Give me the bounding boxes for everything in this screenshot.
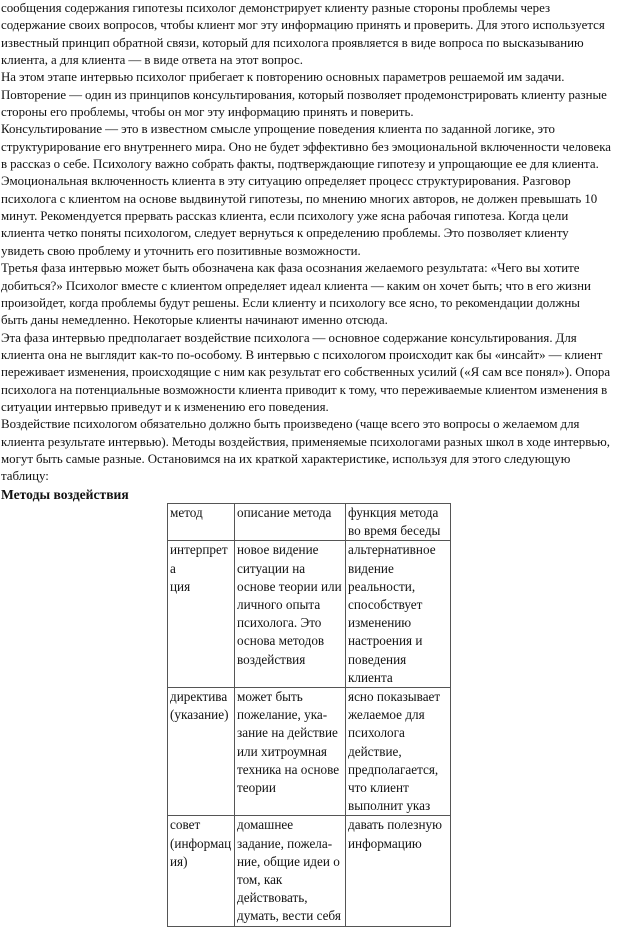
paragraph (1, 416, 618, 485)
cell-line: ция (170, 578, 191, 594)
table-cell (346, 688, 451, 816)
text-line: сообщения содержания гипотезы психолог демонстрирует клиенту разные стороны проблемы через (1, 1, 551, 15)
text-line: произойдет, когда проблемы будут решены. Если клиенту и психологу все ясно, то рекомендации должны (1, 295, 580, 310)
methods-table (167, 503, 451, 927)
paragraph (1, 121, 618, 260)
cell-line: предполагается, (348, 761, 439, 777)
text-line: клиента, а для клиента — в виде ответа на этот вопрос. (1, 53, 303, 68)
table-cell (235, 503, 346, 540)
cell-line: ние, общие идеи о (237, 853, 340, 869)
cell-line: директива (170, 689, 228, 704)
cell-line: новое видение (237, 542, 319, 558)
text-line: известный принцип обратной связи, который для психолога проявляется в виде вопроса по высказыванию (1, 35, 584, 50)
text-line: структурирование его внутреннего мира. Оно не будет эффективно без эмоциональной включенности человека (1, 139, 611, 154)
paragraph (1, 260, 618, 329)
cell-line: желаемое для (348, 707, 425, 723)
cell-line: действовать, (237, 890, 308, 906)
text-line: Эта фаза интервью предполагает воздействие психолога — основное содержание консультирования. Для (1, 330, 577, 345)
table-cell (168, 688, 235, 816)
cell-line: интерпрета (170, 542, 228, 576)
paragraph (1, 330, 618, 417)
cell-line: изменению (348, 615, 412, 631)
text-line: быть даны немедленно. Некоторые клиенты начинают именно отсюда. (1, 313, 388, 328)
cell-line: основа методов (237, 633, 325, 649)
text-line: Третья фаза интервью может быть обозначена как фаза осознания желаемого результата: «Чего вы хотите (1, 261, 580, 276)
table-cell (346, 541, 451, 688)
table-row (168, 816, 451, 926)
table-cell (168, 816, 235, 926)
cell-line: поведения (348, 651, 407, 667)
table-header-row (168, 503, 451, 540)
cell-line: пожелание, ука- (237, 707, 328, 723)
cell-line: ия) (170, 853, 188, 869)
cell-line: совет (170, 817, 201, 833)
table-cell (235, 541, 346, 688)
table-cell (168, 503, 235, 540)
cell-line: метод (170, 504, 203, 520)
cell-line: думать, вести себя (237, 908, 341, 924)
text-line: клиента четко поняты психологом, следует вернуться к определению проблемы. Это позволяет клиенту (1, 226, 569, 241)
cell-line: ясно показывает (348, 689, 441, 704)
cell-line: основе теории или (237, 578, 342, 594)
text-line: психолога на потенциальные возможности клиента приводит к тому, что переживаемые клиентом изменения в (1, 382, 608, 397)
cell-line: действие, (348, 743, 402, 759)
paragraph (1, 69, 618, 86)
cell-line: способствует (348, 596, 423, 612)
text-line: добиться?» Психолог вместе с клиентом определяет идеал клиента — каким он хочет быть; что в его жизни (1, 278, 591, 293)
cell-line: во время беседы (348, 523, 441, 539)
table-cell (235, 688, 346, 816)
cell-line: давать полезную (348, 817, 442, 833)
text-line: содержание своих вопросов, чтобы клиент мог эту информацию принять и проверить. Для этого используется (1, 18, 605, 33)
cell-line: психолога (348, 725, 405, 741)
cell-line: психолога. Это (237, 615, 322, 631)
cell-line: описание метода (237, 504, 332, 520)
cell-line: функция метода (348, 504, 439, 520)
cell-line: клиента (348, 669, 393, 685)
cell-line: (информац (170, 835, 232, 851)
text-line: Воздействие психологом обязательно должно быть произведено (чаще всего это вопросы о желаемом для (1, 417, 580, 432)
text-line: таблицу: (1, 469, 49, 484)
cell-line: может быть (237, 689, 303, 704)
table-row (168, 541, 451, 688)
table-title: Методы воздействия (1, 486, 129, 502)
body-text (1, 0, 618, 486)
text-line: увидеть свою проблему и уточнить его позитивные возможности. (1, 243, 361, 258)
table-cell (346, 816, 451, 926)
table-cell (168, 541, 235, 688)
cell-line: или хитроумная (237, 743, 327, 759)
text-line: Консультирование — это в известном смысле упрощение поведения клиента по заданной логике, это (1, 122, 555, 137)
text-line: клиента она не выглядит как-то по-особому. В интервью с психологом происходит как бы «инсайт» — клиент (1, 347, 603, 362)
cell-line: теории (237, 780, 276, 796)
text-line: На этом этапе интервью психолог прибегает к повторению основных параметров решаемой им задачи. (1, 70, 565, 85)
table-row (168, 688, 451, 816)
cell-line: личного опыта (237, 596, 321, 612)
cell-line: альтернативное (348, 542, 436, 558)
cell-line: реальности, (348, 578, 416, 594)
paragraph (1, 0, 618, 69)
text-line: стороны его проблемы, чтобы он мог эту информацию принять и поверить. (1, 105, 414, 120)
cell-line: информацию (348, 835, 422, 851)
cell-line: выполнит указ (348, 798, 431, 814)
cell-line: что клиент (348, 780, 409, 796)
text-line: Повторение — один из принципов консультирования, который позволяет продемонстрировать клиенту разные (1, 87, 607, 102)
cell-line: зание на действие (237, 725, 338, 741)
cell-line: том, как (237, 872, 283, 888)
text-line: переживает изменения, происходящие с ним как результат его собственных усилий («Я сам все понял»). Опора (1, 365, 611, 380)
table-cell (235, 816, 346, 926)
text-line: клиента результате интервью). Методы воздействия, применяемые психологами разных школ в ходе интервью, (1, 434, 611, 449)
paragraph (1, 87, 618, 122)
cell-line: воздействия (237, 651, 306, 667)
text-line: психолога с клиентом на основе выдвинутой гипотезы, по мнению многих авторов, не должен превышать 10 (1, 191, 598, 206)
text-line: Эмоциональная включенность клиента в эту ситуацию определяет процесс структурирования. Разговор (1, 174, 571, 189)
cell-line: техника на основе (237, 761, 340, 777)
cell-line: видение (348, 560, 394, 576)
cell-line: (указание) (170, 707, 229, 723)
cell-line: настроения и (348, 633, 423, 649)
cell-line: домашнее (237, 817, 294, 833)
text-line: ситуации интервью приведут и к изменению его поведения. (1, 399, 329, 414)
cell-line: ситуации на (237, 560, 306, 576)
cell-line: задание, пожела- (237, 835, 333, 851)
text-line: минут. Рекомендуется прервать рассказ клиента, если психологу уже ясна рабочая гипотеза. Когда цели (1, 209, 569, 224)
text-line: в рассказ о себе. Психологу важно собрать факты, подтверждающие гипотезу и упрощающие ее для клиента. (1, 157, 599, 172)
table-cell (346, 503, 451, 540)
text-line: могут быть самые разные. Остановимся на их краткой характеристике, используя для этого следующую (1, 451, 571, 466)
